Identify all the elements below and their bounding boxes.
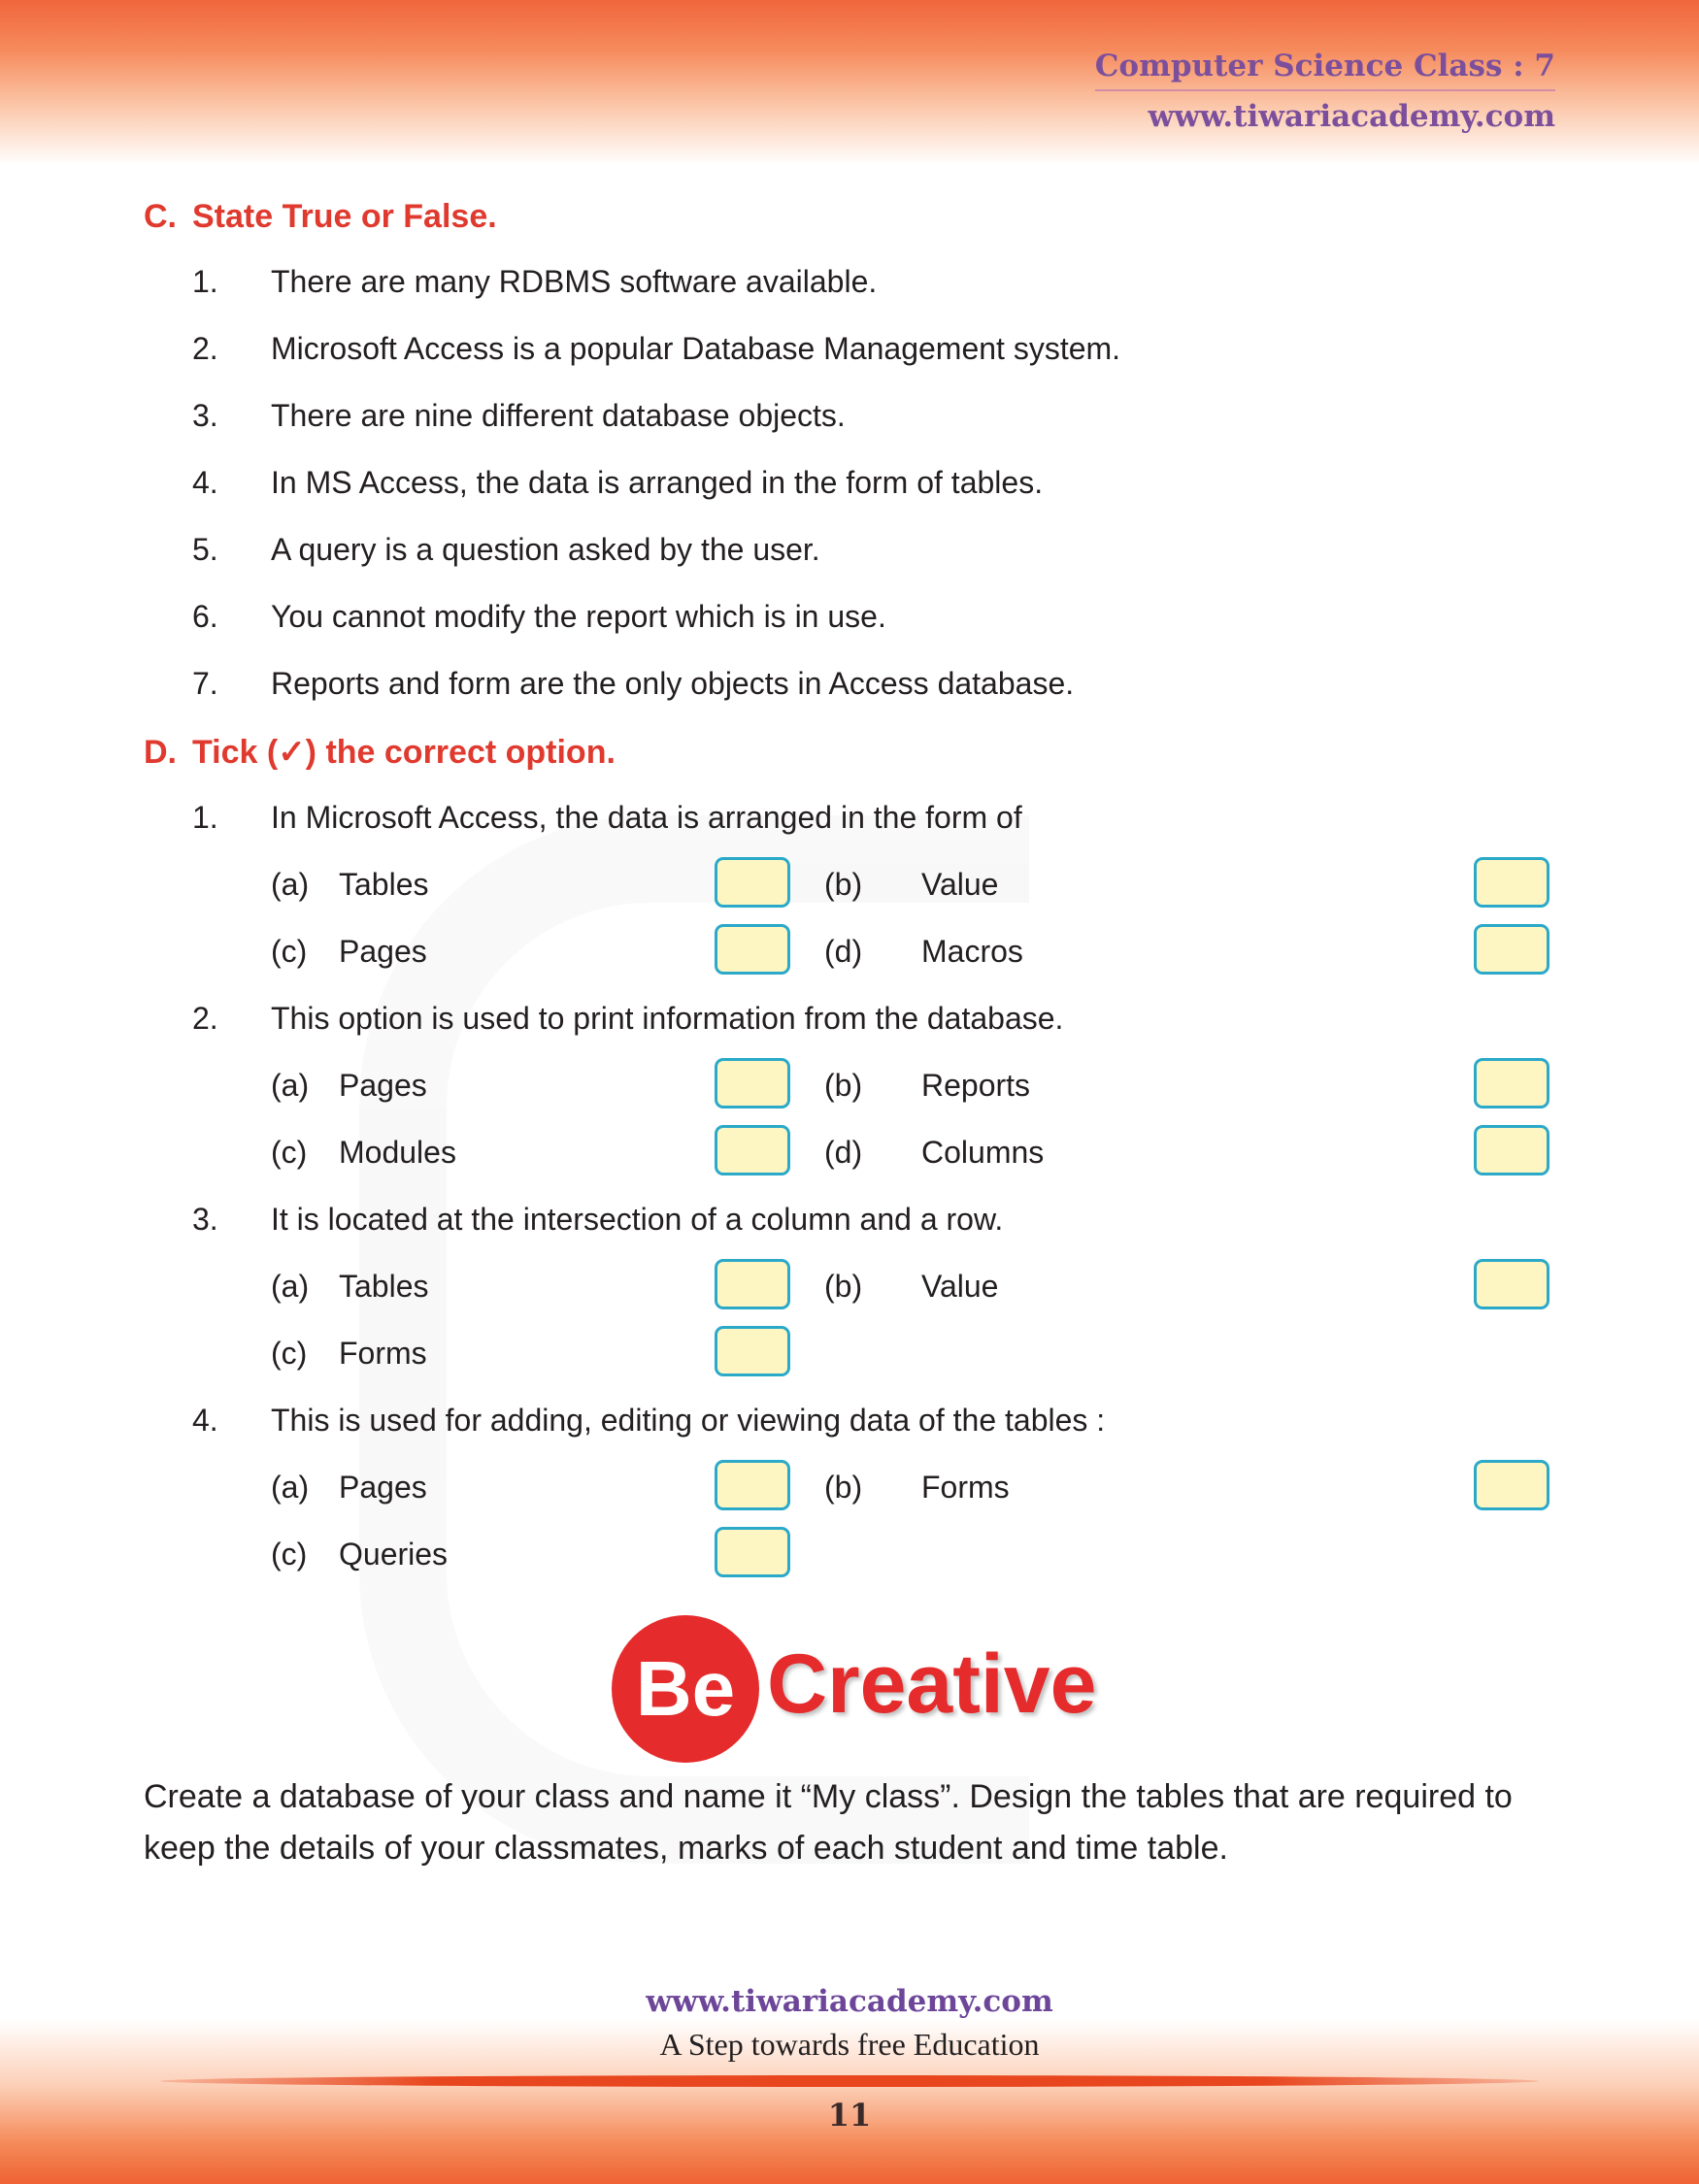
answer-checkbox[interactable] bbox=[715, 1460, 790, 1510]
statement-text: In MS Access, the data is arranged in the form of tables. bbox=[271, 465, 1044, 500]
answer-checkbox[interactable] bbox=[715, 1125, 790, 1175]
option-text: Pages bbox=[339, 1470, 427, 1505]
option-label: (c) bbox=[271, 1135, 308, 1170]
option-label: (b) bbox=[824, 1470, 863, 1505]
statement-text: There are nine different database objects. bbox=[271, 398, 846, 433]
answer-checkbox[interactable] bbox=[1474, 1460, 1549, 1510]
footer-url[interactable]: www.tiwariacademy.com bbox=[646, 1984, 1053, 2019]
question-number: 1. bbox=[192, 800, 218, 835]
statement-number: 4. bbox=[192, 465, 218, 500]
option-label: (c) bbox=[271, 1537, 308, 1572]
option-label: (a) bbox=[271, 1470, 310, 1505]
statement-number: 3. bbox=[192, 398, 218, 433]
section-c-title: State True or False. bbox=[192, 198, 497, 235]
answer-checkbox[interactable] bbox=[715, 857, 790, 908]
be-circle: Be bbox=[612, 1615, 759, 1763]
statement-number: 7. bbox=[192, 666, 218, 701]
answer-checkbox[interactable] bbox=[1474, 1125, 1549, 1175]
section-d-title: Tick (✓) the correct option. bbox=[192, 734, 616, 771]
statement-text: Microsoft Access is a popular Database Management system. bbox=[271, 331, 1121, 366]
statement-text: A query is a question asked by the user. bbox=[271, 532, 820, 567]
statement-number: 5. bbox=[192, 532, 218, 567]
be-creative-paragraph: Create a database of your class and name it “My class”. Design the tables that are required to keep the details of your classmates, marks of each student and time table. bbox=[144, 1778, 1513, 1867]
option-text: Columns bbox=[921, 1135, 1045, 1170]
question-text: It is located at the intersection of a column and a row. bbox=[271, 1202, 1004, 1237]
statement-number: 6. bbox=[192, 599, 218, 634]
answer-checkbox[interactable] bbox=[715, 1259, 790, 1309]
option-label: (c) bbox=[271, 1336, 308, 1371]
option-text: Tables bbox=[339, 867, 429, 902]
statement-text: There are many RDBMS software available. bbox=[271, 264, 878, 299]
option-label: (c) bbox=[271, 934, 308, 969]
option-text: Queries bbox=[339, 1537, 449, 1572]
option-label: (b) bbox=[824, 1269, 863, 1304]
header-url[interactable]: www.tiwariacademy.com bbox=[1148, 99, 1555, 134]
option-text: Macros bbox=[921, 934, 1023, 969]
creative-word: Creative bbox=[767, 1638, 1097, 1731]
section-d-letter: D. bbox=[144, 734, 177, 771]
option-text: Pages bbox=[339, 934, 427, 969]
answer-checkbox[interactable] bbox=[715, 1527, 790, 1577]
section-c-letter: C. bbox=[144, 198, 177, 235]
option-label: (d) bbox=[824, 1135, 863, 1170]
statement-text: Reports and form are the only objects in Access database. bbox=[271, 666, 1075, 701]
page-number: 11 bbox=[827, 2097, 872, 2134]
option-label: (a) bbox=[271, 1269, 310, 1304]
option-label: (b) bbox=[824, 867, 863, 902]
option-text: Reports bbox=[921, 1068, 1031, 1103]
option-text: Forms bbox=[921, 1470, 1010, 1505]
question-number: 3. bbox=[192, 1202, 218, 1237]
option-text: Pages bbox=[339, 1068, 427, 1103]
answer-checkbox[interactable] bbox=[1474, 924, 1549, 975]
option-label: (a) bbox=[271, 1068, 310, 1103]
footer-divider bbox=[160, 2075, 1539, 2087]
answer-checkbox[interactable] bbox=[1474, 857, 1549, 908]
answer-checkbox[interactable] bbox=[1474, 1259, 1549, 1309]
question-text: In Microsoft Access, the data is arranged in the form of bbox=[271, 800, 1022, 835]
option-text: Modules bbox=[339, 1135, 456, 1170]
answer-checkbox[interactable] bbox=[1474, 1058, 1549, 1109]
question-number: 2. bbox=[192, 1001, 218, 1036]
footer-tagline: A Step towards free Education bbox=[659, 2027, 1040, 2062]
answer-checkbox[interactable] bbox=[715, 924, 790, 975]
statement-number: 2. bbox=[192, 331, 218, 366]
statement-text: You cannot modify the report which is in use. bbox=[271, 599, 886, 634]
option-label: (d) bbox=[824, 934, 863, 969]
option-text: Value bbox=[921, 1269, 999, 1304]
option-label: (b) bbox=[824, 1068, 863, 1103]
section-d-heading bbox=[144, 733, 616, 772]
answer-checkbox[interactable] bbox=[715, 1058, 790, 1109]
question-text: This option is used to print information from the database. bbox=[271, 1001, 1064, 1036]
option-text: Value bbox=[921, 867, 999, 902]
option-label: (a) bbox=[271, 867, 310, 902]
statement-number: 1. bbox=[192, 264, 218, 299]
header-title: Computer Science Class : 7 bbox=[1095, 49, 1555, 91]
answer-checkbox[interactable] bbox=[715, 1326, 790, 1376]
question-text: This is used for adding, editing or viewing data of the tables : bbox=[271, 1403, 1106, 1438]
option-text: Tables bbox=[339, 1269, 429, 1304]
be-creative-logo bbox=[612, 1615, 1116, 1763]
section-c-heading bbox=[144, 198, 497, 236]
option-text: Forms bbox=[339, 1336, 427, 1371]
question-number: 4. bbox=[192, 1403, 218, 1438]
